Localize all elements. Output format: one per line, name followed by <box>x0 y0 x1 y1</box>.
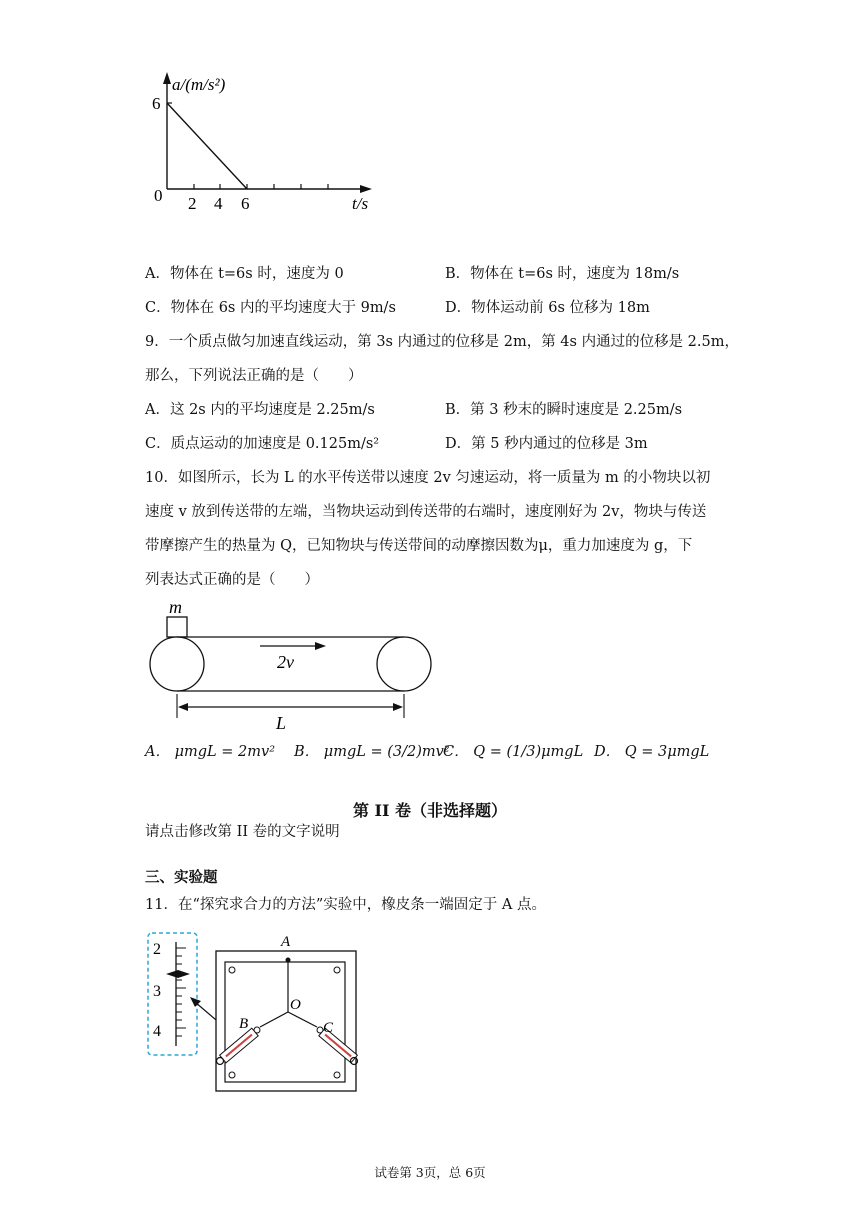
scale-tick-3: 3 <box>153 983 161 1000</box>
point-a-label: A <box>281 934 291 950</box>
section-2-title: 第 II 卷（非选择题） <box>352 801 508 820</box>
x-tick-6: 6 <box>241 194 250 213</box>
scale-tick-2: 2 <box>153 941 161 958</box>
scale-tick-4: 4 <box>153 1023 161 1040</box>
x-tick-2: 2 <box>188 194 197 213</box>
q10-option-a: A． μmgL = 2mv² <box>145 744 276 760</box>
q9-stem-line1: 9．一个质点做匀加速直线运动，第 3s 内通过的位移是 2m，第 4s 内通过的位移是 2.5m， <box>145 334 739 350</box>
q10-stem-line2: 速度 v 放到传送带的左端，当物块运动到传送带的右端时，速度刚好为 2v，物块与传送 <box>145 504 707 520</box>
y-axis-label: a/(m/s²) <box>172 75 226 94</box>
q10-stem-line3: 带摩擦产生的热量为 Q，已知物块与传送带间的动摩擦因数为μ，重力加速度为 g，下 <box>145 538 693 554</box>
acceleration-time-graph <box>140 60 390 220</box>
q9-option-d: D．第 5 秒内通过的位移是 3m <box>445 436 648 452</box>
q8-option-b: B．物体在 t=6s 时，速度为 18m/s <box>445 266 680 282</box>
length-label: L <box>276 713 287 733</box>
x-axis-label: t/s <box>352 194 369 213</box>
q10-option-b: B． μmgL = (3/2)mv² <box>294 744 450 760</box>
point-b-label: B <box>239 1016 249 1032</box>
conveyor-belt-diagram <box>140 596 440 734</box>
q11-stem: 11．在“探究求合力的方法”实验中，橡皮条一端固定于 A 点。 <box>145 897 546 913</box>
q9-option-b: B．第 3 秒末的瞬时速度是 2.25m/s <box>445 402 683 418</box>
point-o-label: O <box>290 997 301 1013</box>
y-tick-6: 6 <box>152 94 161 113</box>
q10-option-d: D． Q = 3μmgL <box>594 744 710 760</box>
section-3-heading: 三、实验题 <box>145 869 218 886</box>
q9-option-a: A．这 2s 内的平均速度是 2.25m/s <box>145 402 375 418</box>
q10-option-c: C． Q = (1/3)μmgL <box>443 744 584 760</box>
mass-label: m <box>169 597 182 617</box>
q8-option-a: A．物体在 t=6s 时，速度为 0 <box>145 266 344 282</box>
belt-speed-label: 2v <box>277 652 294 672</box>
q10-stem-line4: 列表达式正确的是（ ） <box>145 572 319 588</box>
q9-stem-line2: 那么，下列说法正确的是（ ） <box>145 368 363 384</box>
q8-option-d: D．物体运动前 6s 位移为 18m <box>445 300 650 316</box>
q9-option-c: C．质点运动的加速度是 0.125m/s² <box>145 436 380 452</box>
page-footer: 试卷第 3页，总 6页 <box>374 1165 486 1180</box>
point-c-label: C <box>323 1020 334 1036</box>
q10-stem-line1: 10．如图所示，长为 L 的水平传送带以速度 2v 匀速运动，将一质量为 m 的小物块以初 <box>145 470 711 486</box>
origin-label: 0 <box>154 186 163 205</box>
q8-option-c: C．物体在 6s 内的平均速度大于 9m/s <box>145 300 396 316</box>
experiment-diagram <box>140 926 365 1096</box>
x-tick-4: 4 <box>214 194 223 213</box>
section-2-note[interactable]: 请点击修改第 II 卷的文字说明 <box>145 824 340 840</box>
